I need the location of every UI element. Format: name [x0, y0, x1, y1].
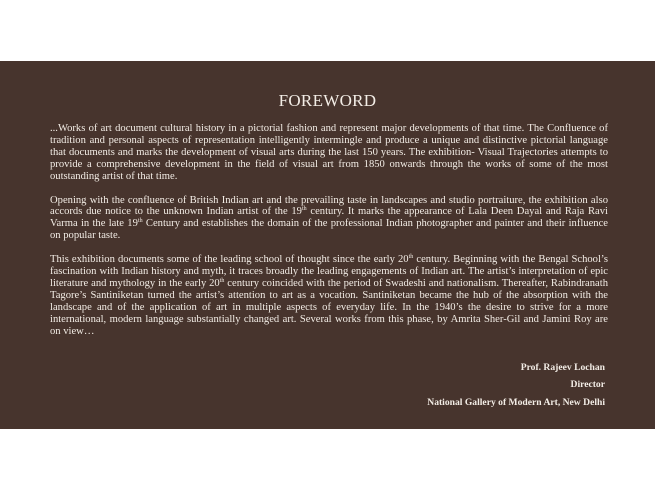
paragraph-text: century. Beginning with the Bengal School’s fascination with Indian history and myth, it traces broadly the leading engagements of Indian art. The artist’s interpretation of epic literature and mythology in the early 20: [50, 254, 608, 289]
paragraph-british-indian-art: [50, 195, 608, 243]
paragraph-text: century coincided with the period of Swadeshi and nationalism. Thereafter, Rabindranath Tagore’s Santiniketan turned the artist’s attention to art as a vocation. Santiniketan became the hub of the absorption with the landscape and of the application of art in multiple aspects of everyday life. In the 1940’s the desire to strive for a more international, modern language substantially changed art. Several works from this phase, by Amrita Sher-Gil and Jamini Roy are on view…: [50, 277, 608, 337]
paragraph-text: Opening with the confluence of British Indian art and the prevailing taste in landscapes and studio portraiture, the exhibition also accords due notice to the unknown Indian artist of the 19: [50, 194, 608, 218]
paragraph-text: Century and establishes the domain of the professional Indian photographer and painter and their influence on popular taste.: [50, 218, 608, 242]
signatory-position: Director: [570, 379, 605, 391]
paragraph-schools-of-thought: [50, 254, 608, 337]
ordinal-suffix: th: [219, 277, 225, 284]
paragraph-text: This exhibition documents some of the leading school of thought since the early 20: [50, 254, 409, 266]
signatory-organization: National Gallery of Modern Art, New Delhi: [427, 396, 605, 408]
page-title: FOREWORD: [278, 91, 377, 110]
foreword-body: [50, 123, 608, 350]
ordinal-suffix: th: [137, 218, 143, 225]
paragraph-intro: ...Works of art document cultural history in a pictorial fashion and represent major developments of that time. The Confluence of tradition and personal aspects of representation intelligently intermingle and produce a unique and distinctive pictorial language that documents and marks the development of visual arts during the last 150 years. The exhibition- Visual Trajectories attempts to provide a comprehensive development in the field of visual art from 1850 onwards through the works of some of the most outstanding artist of that time.: [50, 123, 608, 182]
ordinal-suffix: th: [301, 206, 307, 213]
signature-block: [427, 359, 605, 411]
foreword-panel: [0, 61, 655, 429]
paragraph-text: century. It marks the appearance of Lala Deen Dayal and Raja Ravi Varma in the late 19: [50, 206, 608, 230]
ordinal-suffix: th: [408, 254, 414, 261]
signatory-name: Prof. Rajeev Lochan: [520, 362, 605, 373]
